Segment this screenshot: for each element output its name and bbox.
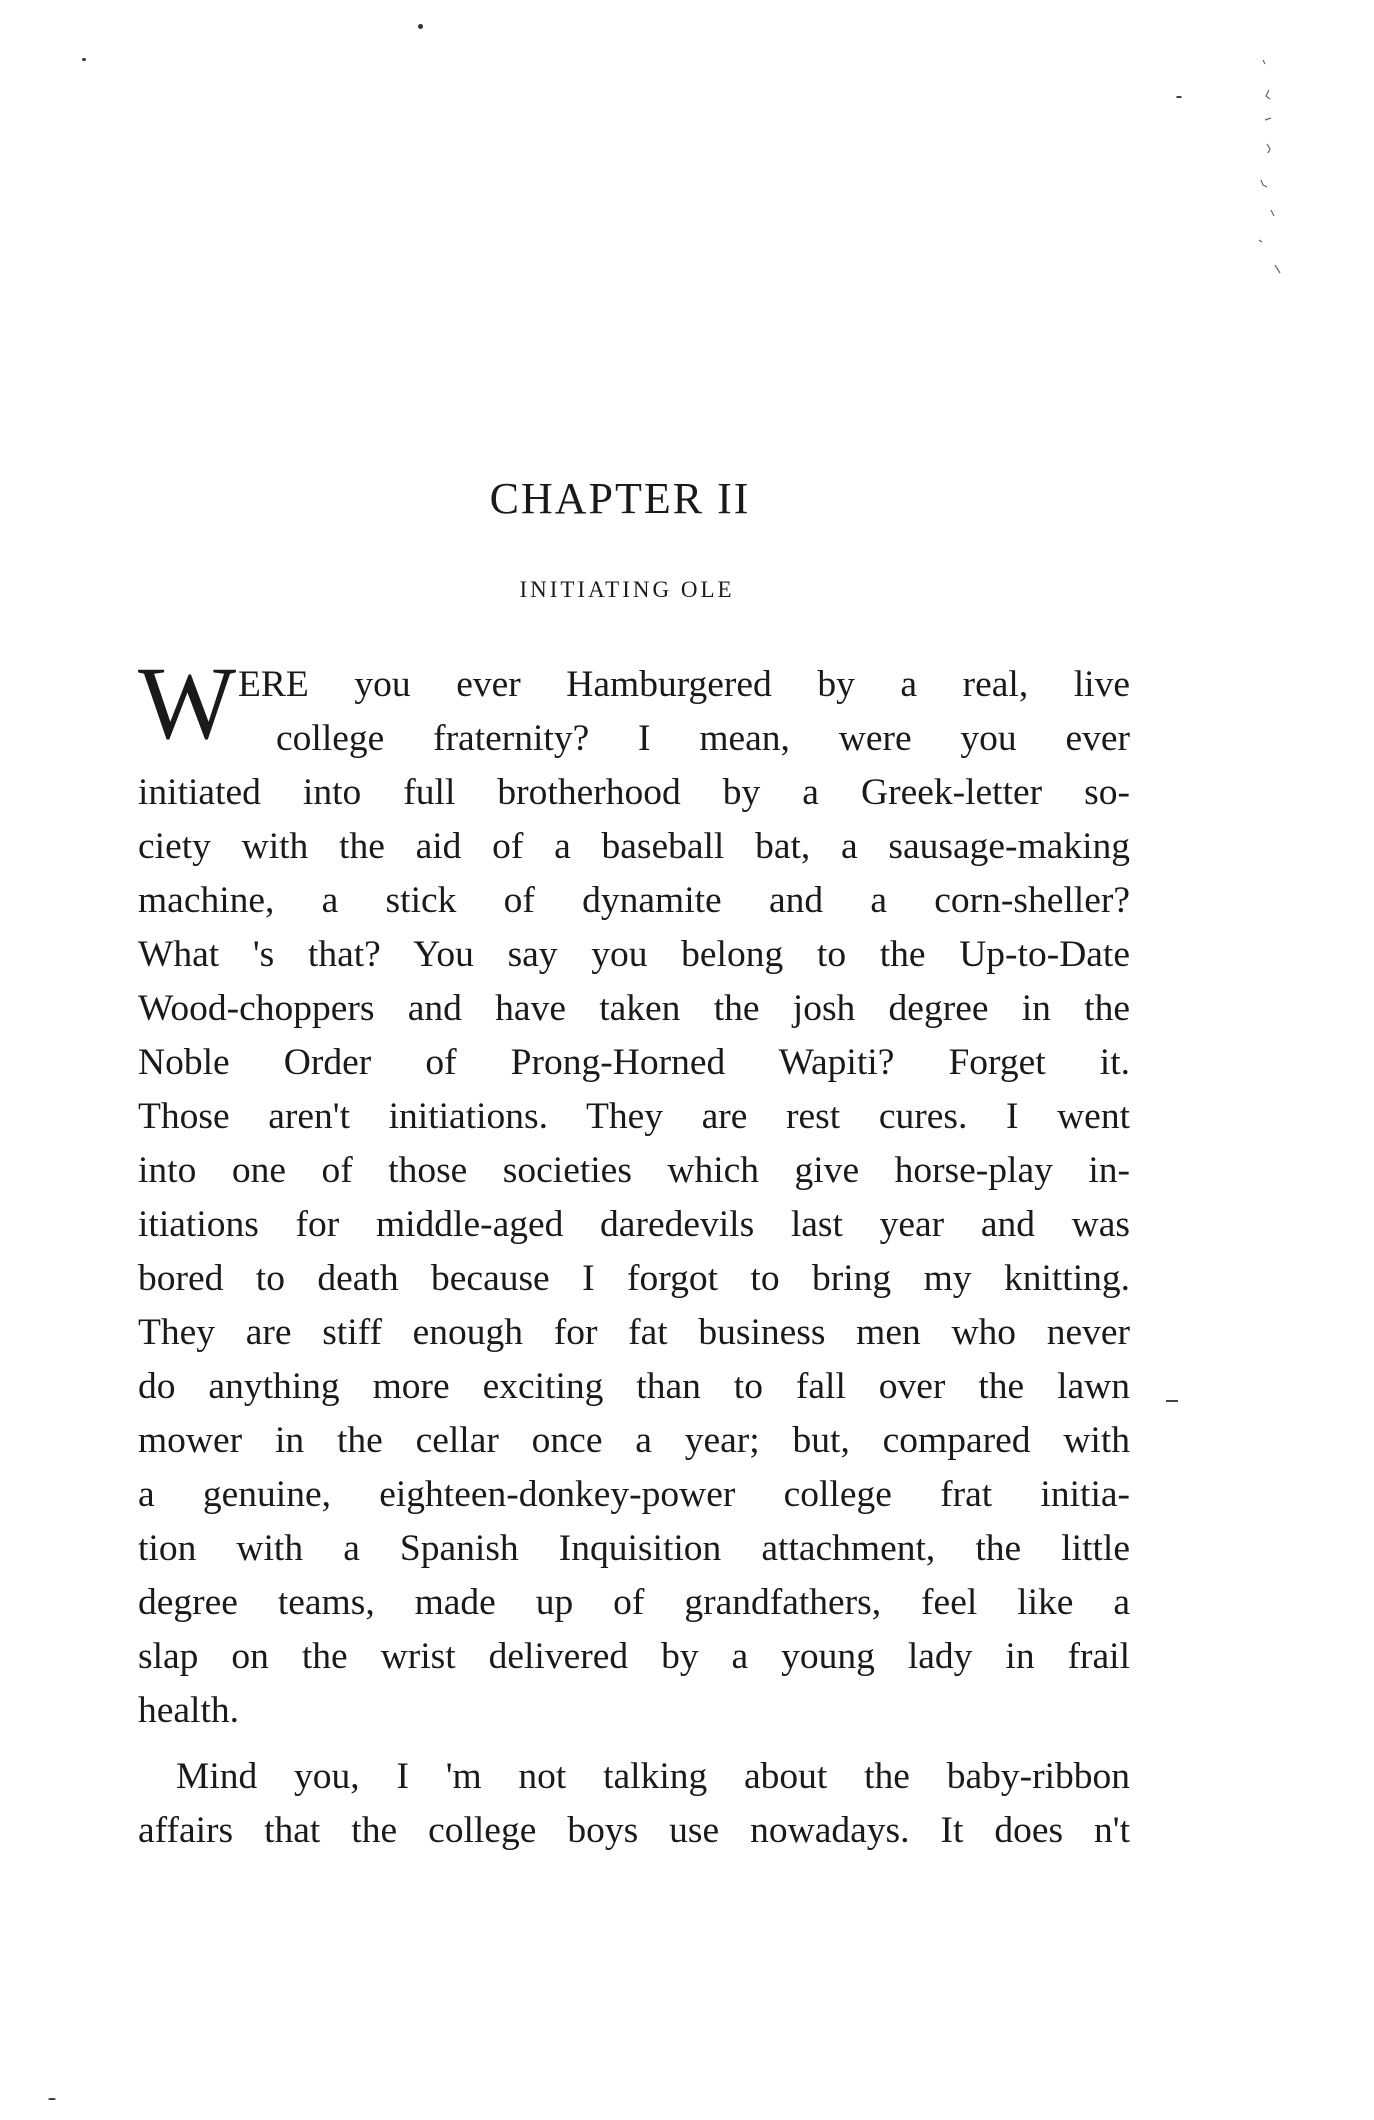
- text-line: Those aren't initiations. They are rest cures. I went: [138, 1096, 1130, 1137]
- text-line: machine, a stick of dynamite and a corn-sheller?: [138, 880, 1130, 921]
- paragraph: [138, 1750, 1130, 1858]
- text-line: do anything more exciting than to fall over the lawn: [138, 1366, 1130, 1407]
- text-line: bored to death because I forgot to bring my knitting.: [138, 1258, 1130, 1299]
- chapter-body: [138, 658, 1130, 1858]
- text-line: initiated into full brotherhood by a Greek-letter so-: [138, 772, 1130, 813]
- page-edge-mark: [1166, 1400, 1178, 1402]
- scan-speck: [1176, 96, 1182, 98]
- text-line: into one of those societies which give horse-play in-: [138, 1150, 1130, 1191]
- text-line: What 's that? You say you belong to the Up-to-Date: [138, 934, 1130, 975]
- text-line: itiations for middle-aged daredevils last year and was: [138, 1204, 1130, 1245]
- text-line: They are stiff enough for fat business men who never: [138, 1312, 1130, 1353]
- text-line: a genuine, eighteen-donkey-power college frat initia-: [138, 1474, 1130, 1515]
- chapter-title: CHAPTER II: [489, 474, 751, 523]
- text-line: Mind you, I 'm not talking about the baby-ribbon: [176, 1756, 1130, 1797]
- scan-speck: [82, 58, 86, 61]
- scan-speck: [418, 24, 423, 29]
- text-line: ciety with the aid of a baseball bat, a sausage-making: [138, 826, 1130, 867]
- text-line: health.: [138, 1690, 240, 1731]
- drop-cap: W: [138, 646, 237, 761]
- scan-speck: [48, 2098, 56, 2100]
- text-line: ERE you ever Hamburgered by a real, live: [238, 664, 1130, 705]
- text-line: tion with a Spanish Inquisition attachment, the little: [138, 1528, 1130, 1569]
- text-line: degree teams, made up of grandfathers, feel like a: [138, 1582, 1130, 1623]
- text-line: Noble Order of Prong-Horned Wapiti? Forget it.: [138, 1042, 1130, 1083]
- chapter-subtitle: INITIATING OLE: [519, 577, 735, 602]
- text-line: slap on the wrist delivered by a young lady in frail: [138, 1636, 1130, 1677]
- text-line: affairs that the college boys use nowadays. It does n't: [138, 1810, 1130, 1851]
- text-line: college fraternity? I mean, were you ever: [276, 718, 1130, 759]
- margin-scan-marks: [1255, 60, 1285, 300]
- text-line: Wood-choppers and have taken the josh degree in the: [138, 988, 1130, 1029]
- paragraph: [138, 658, 1130, 1738]
- text-line: mower in the cellar once a year; but, compared with: [138, 1420, 1130, 1461]
